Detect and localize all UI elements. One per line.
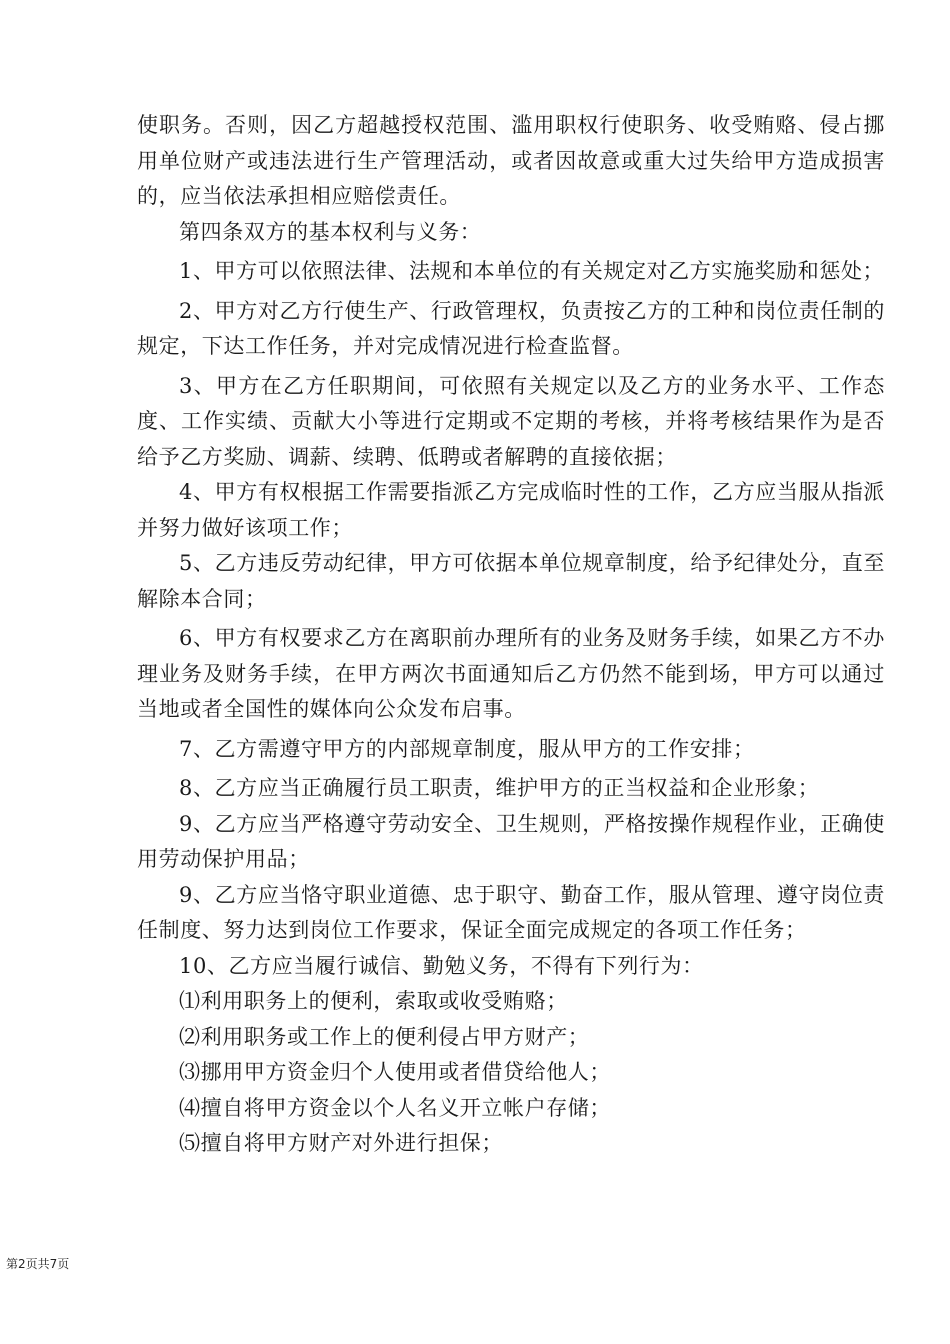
clause-9a: 9、乙方应当严格遵守劳动安全、卫生规则，严格按操作规程作业，正确使用劳动保护用品； [137, 811, 885, 871]
sub-item-1: ⑴利用职务上的便利，索取或收受贿赂； [179, 989, 568, 1013]
clause-2: 2、甲方对乙方行使生产、行政管理权，负责按乙方的工种和岗位责任制的规定，下达工作任务，并对完成情况进行检查监督。 [137, 298, 885, 358]
clause-10: 10、乙方应当履行诚信、勤勉义务，不得有下列行为： [179, 953, 704, 978]
clause-4: 4、甲方有权根据工作需要指派乙方完成临时性的工作，乙方应当服从指派并努力做好该项工作； [137, 480, 885, 540]
sub-item-3: ⑶挪用甲方资金归个人使用或者借贷给他人； [179, 1060, 611, 1084]
sub-item-4: ⑷擅自将甲方资金以个人名义开立帐户存储； [179, 1095, 611, 1120]
clause-1: 1、甲方可以依照法律、法规和本单位的有关规定对乙方实施奖励和惩处； [179, 259, 885, 283]
sub-item-2: ⑵利用职务或工作上的便利侵占甲方财产； [179, 1024, 590, 1049]
page-number-footer: 第2页共7页 [6, 1257, 70, 1271]
clause-8: 8、乙方应当正确履行员工职责，维护甲方的正当权益和企业形象； [179, 776, 820, 800]
document-body [137, 108, 885, 1162]
clause-3: 3、甲方在乙方任职期间，可依照有关规定以及乙方的业务水平、工作态度、工作实绩、贡献大小等进行定期或不定期的考核，并将考核结果作为是否给予乙方奖励、调薪、续聘、低聘或者解聘的直接依据； [137, 373, 885, 469]
paragraph-continuation: 使职务。否则，因乙方超越授权范围、滥用职权行使职务、收受贿赂、侵占挪用单位财产或违法进行生产管理活动，或者因故意或重大过失给甲方造成损害的，应当依法承担相应赔偿责任。 [137, 113, 885, 208]
clause-5: 5、乙方违反劳动纪律，甲方可依据本单位规章制度，给予纪律处分，直至解除本合同； [137, 551, 885, 611]
clause-9b: 9、乙方应当恪守职业道德、忠于职守、勤奋工作，服从管理、遵守岗位责任制度、努力达到岗位工作要求，保证全面完成规定的各项工作任务； [137, 882, 885, 942]
clause-7: 7、乙方需遵守甲方的内部规章制度，服从甲方的工作安排； [179, 736, 755, 761]
clause-6: 6、甲方有权要求乙方在离职前办理所有的业务及财务手续，如果乙方不办理业务及财务手续，在甲方两次书面通知后乙方仍然不能到场，甲方可以通过当地或者全国性的媒体向公众发布启事。 [137, 626, 885, 721]
sub-item-5: ⑸擅自将甲方财产对外进行担保； [179, 1131, 503, 1155]
article-four-heading: 第四条双方的基本权利与义务： [179, 219, 482, 244]
